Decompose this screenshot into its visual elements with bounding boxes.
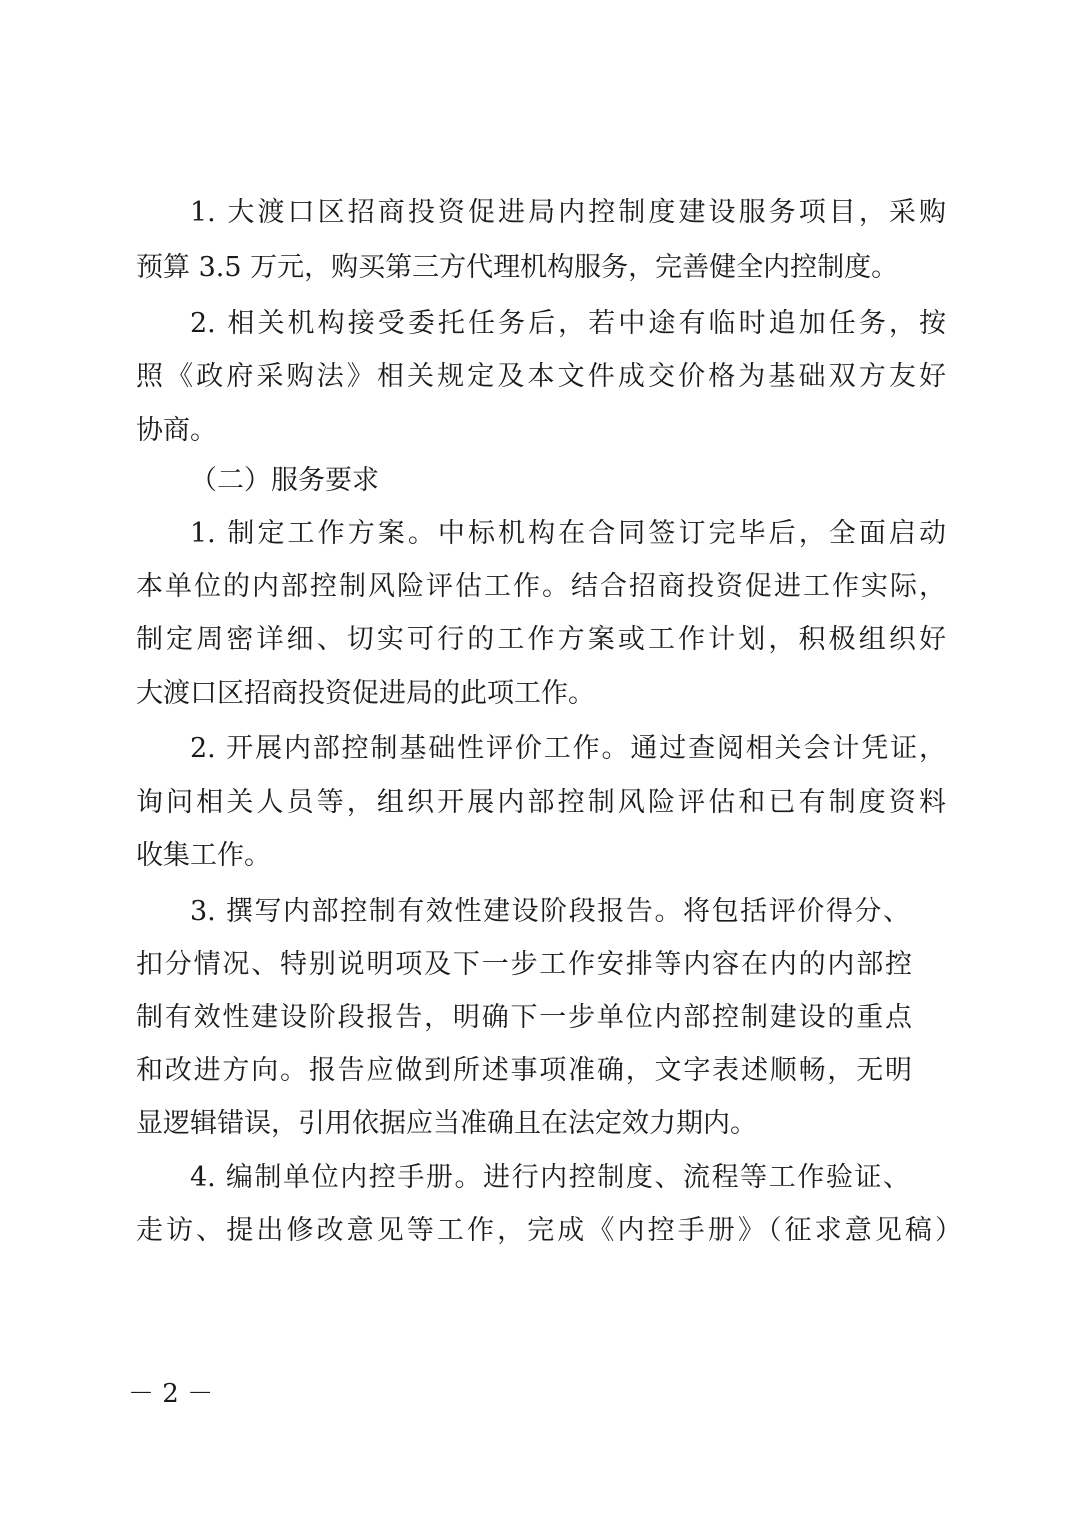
paragraph-line: 走访、提出修改意见等工作，完成《内控手册》（征求意见稿） bbox=[136, 1215, 962, 1246]
paragraph-line: 4. 编制单位内控手册。进行内控制度、流程等工作验证、 bbox=[190, 1162, 910, 1193]
paragraph-line: 询问相关人员等，组织开展内部控制风险评估和已有制度资料 bbox=[136, 787, 946, 818]
paragraph-line: 和改进方向。报告应做到所述事项准确，文字表述顺畅，无明 bbox=[136, 1055, 912, 1086]
paragraph-line: 2. 相关机构接受委托任务后，若中途有临时追加任务，按 bbox=[190, 308, 946, 339]
paragraph-line: 制定周密详细、切实可行的工作方案或工作计划，积极组织好 bbox=[136, 624, 946, 655]
paragraph-line: 大渡口区招商投资促进局的此项工作。 bbox=[136, 678, 595, 709]
paragraph-line: 3. 撰写内部控制有效性建设阶段报告。将包括评价得分、 bbox=[190, 896, 910, 927]
paragraph-line: 显逻辑错误，引用依据应当准确且在法定效力期内。 bbox=[136, 1108, 757, 1139]
paragraph-line: 本单位的内部控制风险评估工作。结合招商投资促进工作实际， bbox=[136, 571, 946, 602]
paragraph-line: 1. 大渡口区招商投资促进局内控制度建设服务项目，采购 bbox=[190, 197, 946, 228]
paragraph-line: 1. 制定工作方案。中标机构在合同签订完毕后，全面启动 bbox=[190, 518, 946, 549]
section-heading: （二）服务要求 bbox=[190, 465, 379, 496]
paragraph-line: 扣分情况、特别说明项及下一步工作安排等内容在内的内部控 bbox=[136, 949, 912, 980]
paragraph-line: 协商。 bbox=[136, 415, 217, 446]
paragraph-line: 预算 3.5 万元，购买第三方代理机构服务，完善健全内控制度。 bbox=[136, 252, 899, 283]
page-number: － 2 － bbox=[128, 1379, 214, 1409]
paragraph-line: 2. 开展内部控制基础性评价工作。通过查阅相关会计凭证， bbox=[190, 733, 946, 764]
paragraph-line: 收集工作。 bbox=[136, 840, 271, 871]
paragraph-line: 照《政府采购法》相关规定及本文件成交价格为基础双方友好 bbox=[136, 361, 946, 392]
paragraph-line: 制有效性建设阶段报告，明确下一步单位内部控制建设的重点 bbox=[136, 1002, 912, 1033]
